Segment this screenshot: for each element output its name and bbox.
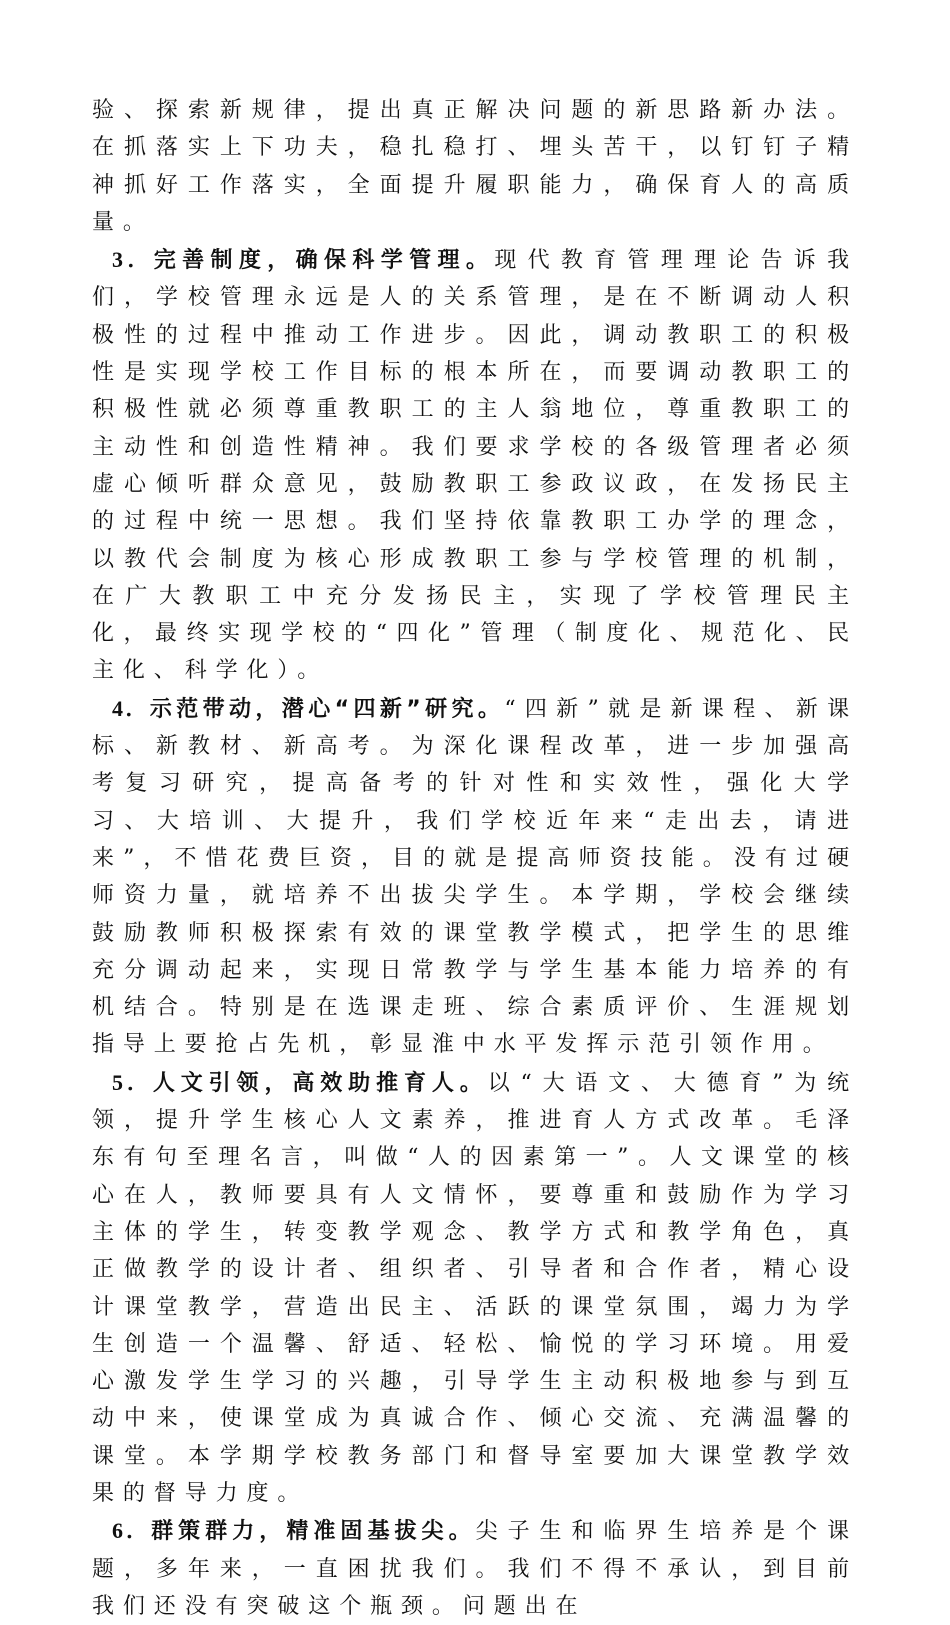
paragraph-body: 现代教育管理理论告诉我们，学校管理永远是人的关系管理，是在不断调动人积极性的过程中推动工作进步。因此，调动教职工的积极性是实现学校工作目标的根本所在，而要调动教职工的积极性就必须尊重教职工的主人翁地位，尊重教职工的主动性和创造性精神。我们要求学校的各级管理者必须虚心倾听群众意见，鼓励教职工参政议政，在发扬民主的过程中统一思想。我们坚持依靠教职工办学的理念，以教代会制度为核心形成教职工参与学校管理的机制，在广大教职工中充分发扬民主，实现了学校管理民主化，最终实现学校的“四化”管理（制度化、规范化、民主化、科学化）。 (92, 248, 858, 684)
section-number: 5． (112, 1069, 153, 1095)
section-number: 6． (112, 1518, 152, 1544)
paragraph-body: “四新”就是新课程、新课标、新教材、新高考。为深化课程改革，进一步加强高考复习研究，提高备考的针对性和实效性，强化大学习、大培训、大提升，我们学校近年来“走出去，请进来”，不惜花费巨资，目的就是提高师资技能。没有过硬师资力量，就培养不出拔尖学生。本学期，学校会继续鼓励教师积极探索有效的课堂教学模式，把学生的思维充分调动起来，实现日常教学与学生基本能力培养的有机结合。特别是在选课走班、综合素质评价、生涯规划指导上要抢占先机，彰显淮中水平发挥示范引领作用。 (92, 696, 859, 1058)
section-number: 3． (112, 247, 154, 273)
section-heading: 人文引领，高效助推育人。 (152, 1070, 488, 1096)
document-page (92, 92, 858, 1625)
paragraph-body: 尖子生和临界生培养是个课题，多年来，一直困扰我们。我们不得不承认，到目前我们还没有突破这个瓶颈。问题出在 (92, 1519, 858, 1619)
section-heading: 完善制度，确保科学管理。 (153, 248, 495, 274)
paragraph-continuation (92, 92, 858, 241)
paragraph-section-4 (92, 690, 858, 1064)
section-heading: 群策群力，精准固基拔尖。 (151, 1519, 476, 1545)
paragraph-body: 验、探索新规律，提出真正解决问题的新思路新办法。在抓落实上下功夫，稳扎稳打、埋头苦干，以钉钉子精神抓好工作落实，全面提升履职能力，确保育人的高质量。 (92, 98, 858, 235)
section-heading: 示范带动，潜心“四新”研究。 (149, 696, 505, 722)
paragraph-section-6 (92, 1512, 858, 1625)
paragraph-section-3 (92, 241, 858, 690)
paragraph-body: 以“大语文、大德育”为统领，提升学生核心人文素养，推进育人方式改革。毛泽东有句至理名言，叫做“人的因素第一”。人文课堂的核心在人，教师要具有人文情怀，要尊重和鼓励作为学习主体的学生，转变教学观念、教学方式和教学角色，真正做教学的设计者、组织者、引导者和合作者，精心设计课堂教学，营造出民主、活跃的课堂氛围，竭力为学生创造一个温馨、舒适、轻松、愉悦的学习环境。用爱心激发学生学习的兴趣，引导学生主动积极地参与到互动中来，使课堂成为真诚合作、倾心交流、充满温馨的课堂。本学期学校教务部门和督导室要加大课堂教学效果的督导力度。 (92, 1070, 858, 1506)
paragraph-section-5 (92, 1064, 858, 1513)
section-number: 4． (112, 695, 150, 721)
